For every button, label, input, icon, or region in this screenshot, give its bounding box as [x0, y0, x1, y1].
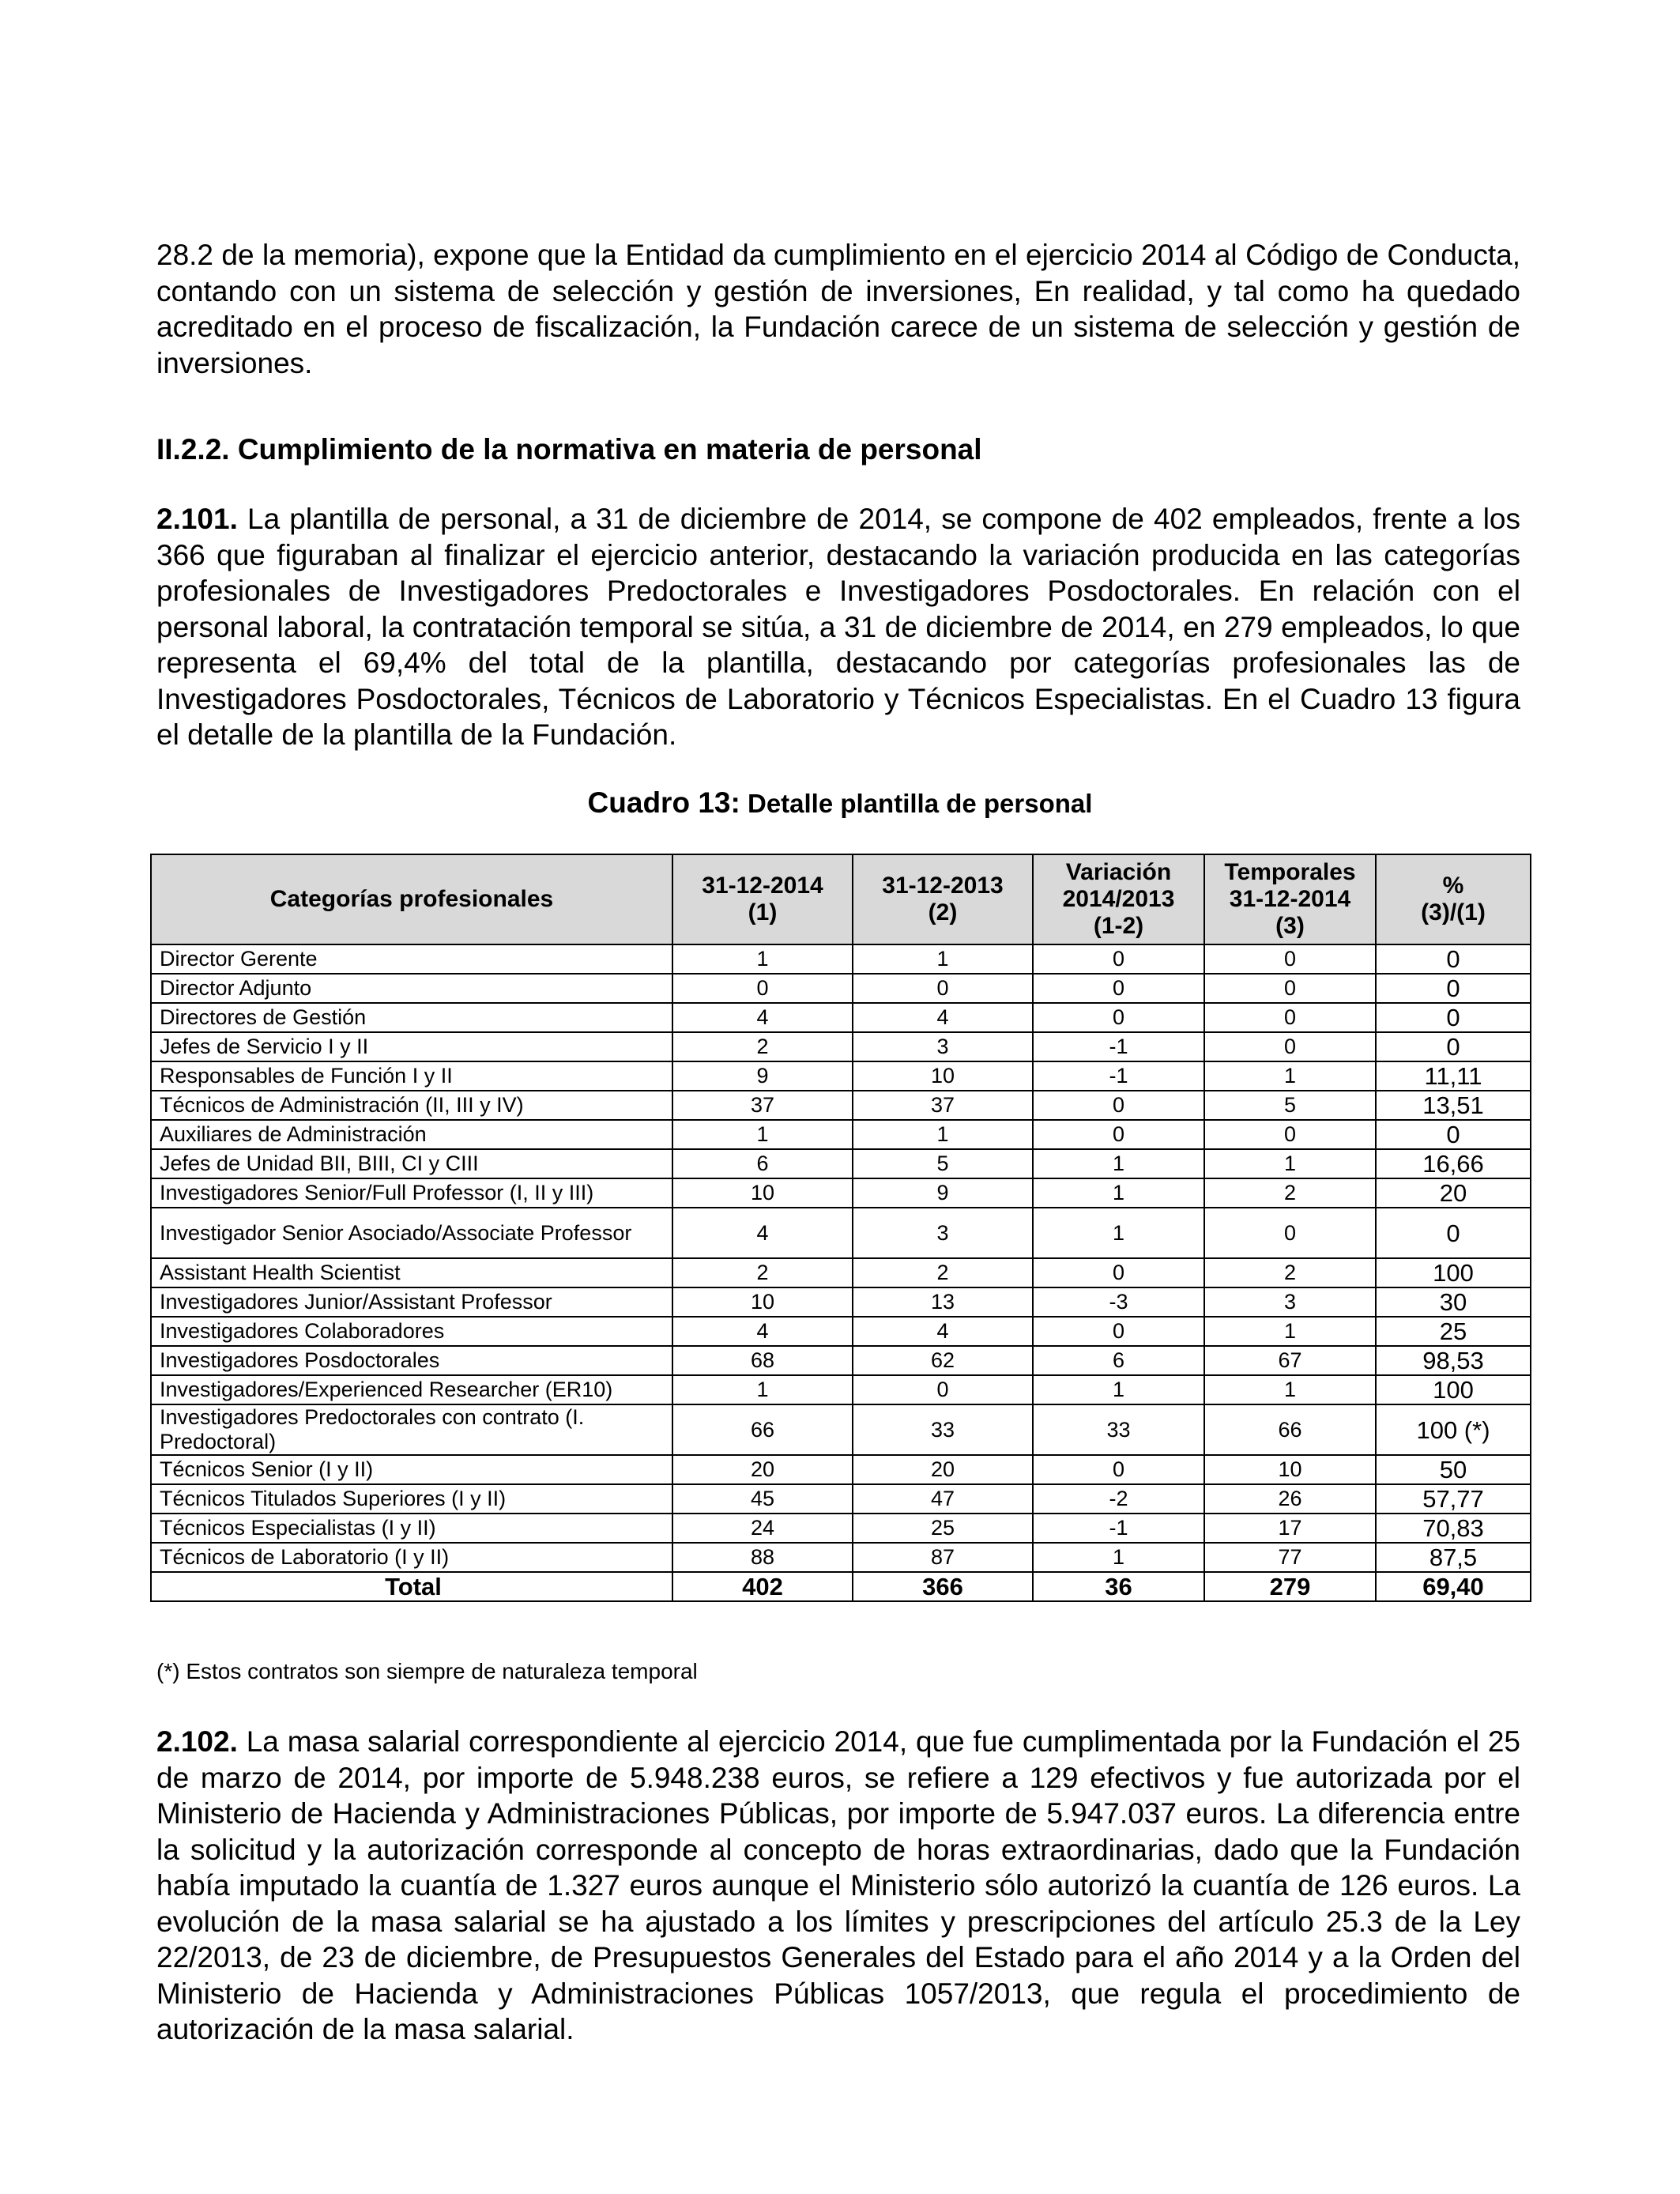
header-category: Categorías profesionales	[151, 854, 672, 944]
paragraph-number: 2.101.	[156, 503, 238, 535]
table-title	[0, 785, 1680, 821]
table-row: Investigadores Junior/Assistant Professor 10 13 -3 3 30	[151, 1287, 1531, 1317]
table-row: Directores de Gestión 4 4 0 0 0	[151, 1003, 1531, 1032]
table-row: Técnicos Senior (I y II) 20 20 0 10 50	[151, 1455, 1531, 1484]
table-row: Director Adjunto 0 0 0 0 0	[151, 974, 1531, 1003]
paragraph-2-102	[156, 1724, 1520, 2048]
table-footnote: (*) Estos contratos son siempre de naturaleza temporal	[156, 1659, 698, 1683]
paragraph-number: 2.102.	[156, 1725, 238, 1758]
paragraph-2-101	[156, 501, 1520, 753]
table-row: Técnicos Titulados Superiores (I y II) 45 47 -2 26 57,77	[151, 1484, 1531, 1514]
header-variation: Variación 2014/2013 (1-2)	[1033, 854, 1204, 944]
table-row: Técnicos Especialistas (I y II) 24 25 -1 17 70,83	[151, 1514, 1531, 1543]
table-row: Responsables de Función I y II 9 10 -1 1 11,11	[151, 1061, 1531, 1091]
header-percent: % (3)/(1)	[1376, 854, 1531, 944]
table-row: Investigador Senior Asociado/Associate Professor 4 3 1 0 0	[151, 1208, 1531, 1258]
table-row: Investigadores Predoctorales con contrato (I. Predoctoral) 66 33 33 66 100 (*)	[151, 1404, 1531, 1455]
table-row: Director Gerente 1 1 0 0 0	[151, 944, 1531, 974]
table-title-prefix: Cuadro 13:	[587, 786, 740, 819]
table-row: Técnicos de Laboratorio (I y II) 88 87 1 77 87,5	[151, 1543, 1531, 1572]
table-row: Investigadores/Experienced Researcher (ER10) 1 0 1 1 100	[151, 1375, 1531, 1404]
header-2013: 31-12-2013 (2)	[853, 854, 1033, 944]
table-title-rest: Detalle plantilla de personal	[740, 789, 1093, 818]
intro-text: 28.2 de la memoria), expone que la Entidad da cumplimiento en el ejercicio 2014 al Código de Conducta, contando con un sistema de selección y gestión de inversiones, En realidad, y tal como ha quedado acreditado en el proceso de fiscalización, la Fundación carece de un sistema de selección y gestión de inversiones.	[156, 239, 1520, 379]
header-2014: 31-12-2014 (1)	[672, 854, 853, 944]
staff-table	[150, 854, 1531, 1602]
table-header-row	[151, 854, 1531, 944]
intro-paragraph	[156, 237, 1520, 381]
paragraph-text: La masa salarial correspondiente al ejercicio 2014, que fue cumplimentada por la Fundación el 25 de marzo de 2014, por importe de 5.948.238 euros, se refiere a 129 efectivos y fue autorizada por el Ministerio de Hacienda y Administraciones Públicas, por importe de 5.947.037 euros. La diferencia entre la solicitud y la autorización corresponde al concepto de horas extraordinarias, dado que la Fundación había imputado la cuantía de 1.327 euros aunque el Ministerio sólo autorizó la cuantía de 126 euros. La evolución de la masa salarial se ha ajustado a los límites y prescripciones del artículo 25.3 de la Ley 22/2013, de 23 de diciembre, de Presupuestos Generales del Estado para el año 2014 y a la Orden del Ministerio de Hacienda y Administraciones Públicas 1057/2013, que regula el procedimiento de autorización de la masa salarial.	[156, 1725, 1520, 2045]
section-heading: II.2.2. Cumplimiento de la normativa en materia de personal	[156, 433, 982, 466]
paragraph-text: La plantilla de personal, a 31 de diciembre de 2014, se compone de 402 empleados, frente a los 366 que figuraban al finalizar el ejercicio anterior, destacando la variación producida en las categorías profesionales de Investigadores Predoctorales e Investigadores Posdoctorales. En relación con el personal laboral, la contratación temporal se sitúa, a 31 de diciembre de 2014, en 279 empleados, lo que representa el 69,4% del total de la plantilla, destacando por categorías profesionales las de Investigadores Posdoctorales, Técnicos de Laboratorio y Técnicos Especialistas. En el Cuadro 13 figura el detalle de la plantilla de la Fundación.	[156, 503, 1520, 751]
table-row: Jefes de Servicio I y II 2 3 -1 0 0	[151, 1032, 1531, 1061]
table-row: Investigadores Senior/Full Professor (I, II y III) 10 9 1 2 20	[151, 1178, 1531, 1208]
table-row: Investigadores Colaboradores 4 4 0 1 25	[151, 1317, 1531, 1346]
header-temporales: Temporales 31-12-2014 (3)	[1204, 854, 1376, 944]
table-row: Auxiliares de Administración 1 1 0 0 0	[151, 1120, 1531, 1149]
table-total-row: Total 402 366 36 279 69,40	[151, 1572, 1531, 1601]
table-row: Técnicos de Administración (II, III y IV) 37 37 0 5 13,51	[151, 1091, 1531, 1120]
table-row: Investigadores Posdoctorales 68 62 6 67 98,53	[151, 1346, 1531, 1375]
table-row: Jefes de Unidad BII, BIII, CI y CIII 6 5 1 1 16,66	[151, 1149, 1531, 1178]
table-row: Assistant Health Scientist 2 2 0 2 100	[151, 1258, 1531, 1287]
